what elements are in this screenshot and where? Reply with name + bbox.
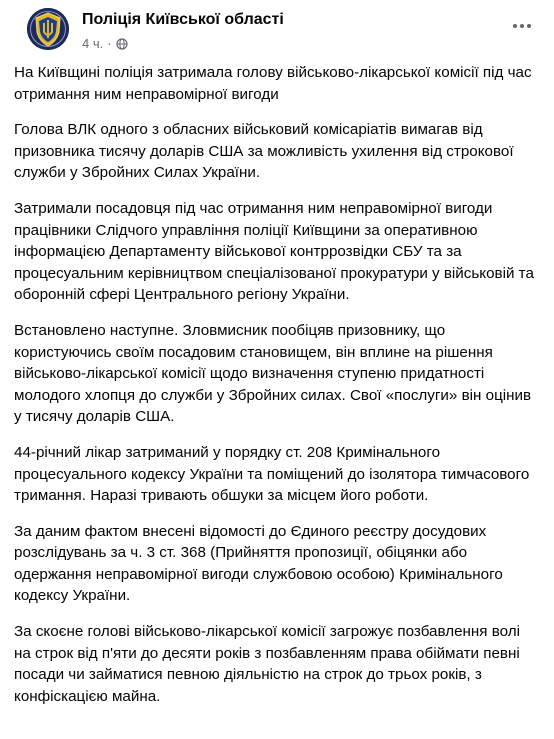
post-timestamp[interactable]: 4 ч. (82, 36, 104, 51)
page-name-link[interactable]: Поліція Київської області (82, 11, 284, 28)
post-header (14, 0, 540, 62)
post-paragraph: 44-річний лікар затриманий у порядку ст. 208 Кримінального процесуального кодексу України та поміщений до ізолятора тимчасового тримання. Наразі тривають обшуки за місцем його роботи. (14, 443, 530, 505)
police-emblem-icon (27, 8, 69, 50)
ellipsis-icon[interactable] (508, 16, 536, 36)
post-paragraph: На Київщині поліція затримала голову військово-лікарської комісії під час отримання ним неправомірної вигоди (14, 64, 532, 103)
post-meta (82, 36, 128, 51)
post-paragraph: За даним фактом внесені відомості до Єдиного реєстру досудових розслідувань за ч. 3 ст. 368 (Прийняття пропозиції, обіцянки або одержання неправомірної вигоди службовою особою) Кримінального кодексу України. (14, 522, 503, 605)
globe-icon[interactable] (116, 38, 128, 50)
post-paragraph: Голова ВЛК одного з обласних військовий комісаріатів вимагав від призовника тисячу доларів США за можливість ухилення від строкової служби у Збройних Силах України. (14, 121, 514, 182)
post-paragraph: За скоєне голові військово-лікарської комісії загрожує позбавлення волі на строк від п'яти до десяти років з позбавленням права обіймати певні посади чи займатися певною діяльністю на строк до трьох років, з конфіскацією майна. (14, 623, 520, 705)
post-paragraph: Затримали посадовця під час отримання ним неправомірної вигоди працівники Слідчого управління поліції Київщини за оперативною інформацією Департаменту військової контррозвідки СБУ та за процесуальним керівництвом спеціалізованої прокуратури у військовій та оборонній сфері Центрального регіону України. (14, 199, 534, 304)
post-paragraph: Встановлено наступне. Зловмисник пообіцяв призовнику, що користуючись своїм посадовим становищем, він вплине на рішення військово-лікарської комісії щодо визначення ступеню придатності молодого хлопця до служби у Збройних силах. Свої «послуги» він оцінив у тисячу доларів США. (14, 321, 532, 426)
meta-separator: · (107, 36, 112, 51)
page-avatar[interactable] (27, 8, 69, 50)
post-text (14, 62, 540, 707)
